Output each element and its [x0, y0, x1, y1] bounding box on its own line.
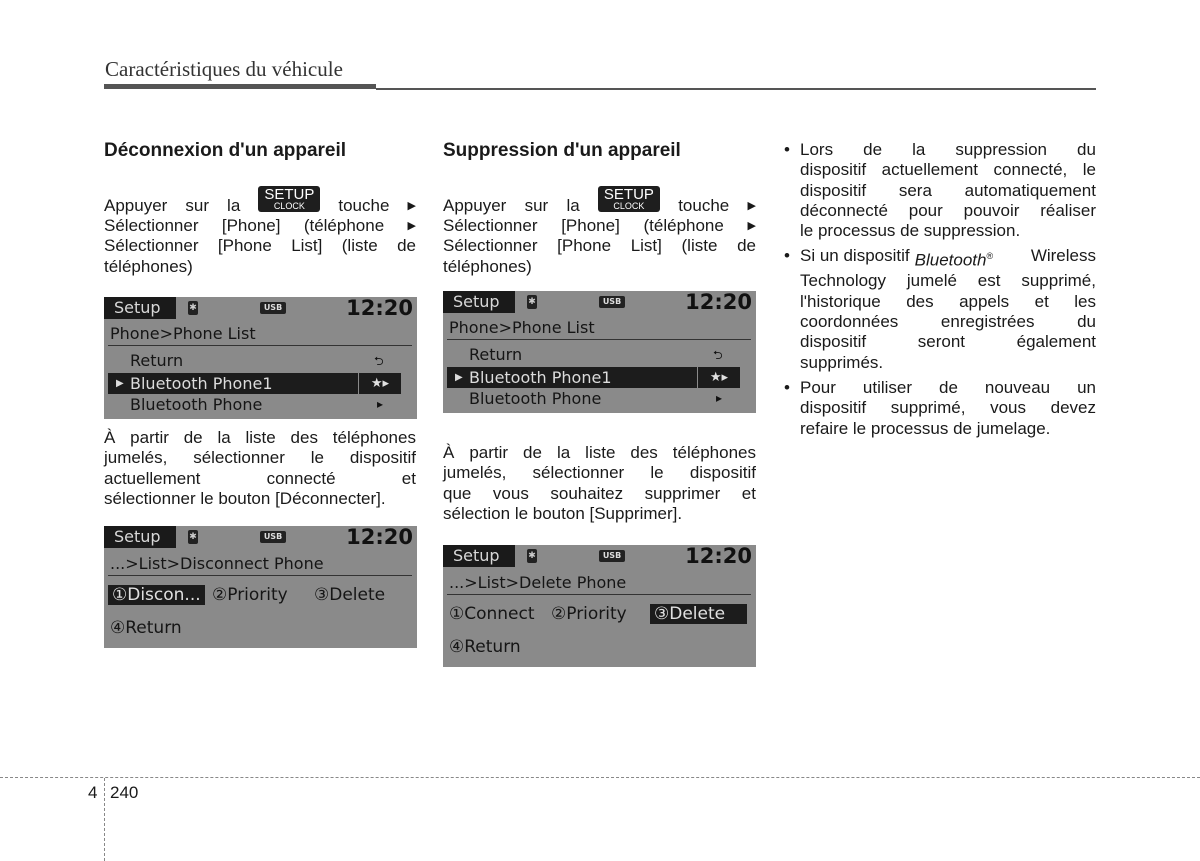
word: des — [906, 291, 934, 311]
note-item — [784, 378, 1096, 439]
word: pour — [908, 200, 943, 220]
lcd-clock: 12:20 — [346, 296, 413, 320]
word: [Phone — [557, 236, 612, 256]
lcd-button-connect: ①Connect — [449, 604, 535, 624]
word: Sélectionner — [443, 236, 538, 256]
lcd-item-phone: Bluetooth Phone — [469, 389, 602, 408]
bullet-dot: • — [784, 377, 790, 397]
word: est — [977, 271, 1001, 291]
word: souhaitez — [550, 483, 624, 503]
word: nouveau — [984, 377, 1051, 397]
lcd-button-priority: ②Priority — [551, 604, 627, 624]
registered-mark: ® — [986, 251, 994, 262]
word: enregistrées — [940, 312, 1035, 332]
page-number: 240 — [110, 783, 139, 802]
instruction-delete — [443, 186, 756, 277]
lcd-button-return: ④Return — [449, 637, 521, 657]
word: des — [630, 443, 658, 462]
word: téléphones — [332, 428, 416, 447]
word: dispositif — [800, 398, 867, 418]
word: déconnecté — [800, 200, 888, 220]
lcd-screen-phone-list — [443, 291, 756, 413]
word: supprimés. — [800, 352, 884, 372]
word: coordonnées — [800, 312, 899, 332]
word: le — [650, 463, 664, 483]
word: sélectionner le bouton [Déconnecter]. — [104, 488, 386, 508]
lcd-setup-tab: Setup — [443, 545, 515, 567]
usb-icon: USB — [260, 302, 286, 314]
word: l'historique — [800, 291, 881, 311]
lcd-clock: 12:20 — [346, 525, 413, 549]
word: la — [227, 195, 241, 215]
section-heading-delete: Suppression d'un appareil — [443, 140, 681, 161]
word: téléphones) — [443, 256, 532, 276]
desc-row — [443, 463, 756, 483]
lcd-button-label: ③Delete — [650, 604, 747, 624]
chevron-right-icon: ▸ — [716, 391, 723, 405]
desc-row — [104, 469, 416, 489]
lcd-item-return: Return — [469, 345, 523, 364]
word: jumelé — [906, 271, 957, 291]
priority-star-icon: ★▸ — [698, 367, 740, 388]
word: dispositif — [800, 332, 867, 352]
lcd-path-rule — [447, 339, 751, 340]
word: partir — [469, 443, 509, 462]
bluetooth-icon: ✱ — [528, 551, 536, 561]
lcd-screen-delete-phone — [443, 545, 756, 667]
step-arrow-icon: ▶ — [407, 220, 416, 232]
lcd-path: ...>List>Disconnect Phone — [110, 554, 324, 573]
word: (téléphone — [643, 216, 724, 235]
bullet-dot: • — [784, 246, 790, 266]
desc-row — [104, 489, 416, 509]
notes-list — [784, 140, 1096, 444]
word: utiliser — [862, 377, 913, 397]
setup-clock-key: SETUP CLOCK — [258, 186, 320, 212]
lcd-button-return: ④Return — [110, 618, 182, 638]
word: la — [566, 195, 580, 215]
lcd-button-disconnect — [108, 584, 205, 606]
lcd-setup-tab: Setup — [443, 291, 515, 313]
word: List] — [291, 236, 323, 256]
lcd-item-label: Bluetooth Phone1 — [469, 368, 612, 387]
lcd-item-selected — [447, 367, 697, 388]
lcd-item-phone: Bluetooth Phone — [130, 395, 263, 414]
return-icon: ⮌ — [374, 354, 384, 368]
desc-delete — [443, 443, 756, 524]
word: actuellement — [881, 160, 979, 180]
word: sélection le bouton [Supprimer]. — [443, 503, 683, 523]
lcd-button-label: ①Discon... — [108, 585, 205, 605]
word: supprimer — [644, 483, 721, 503]
lcd-clock: 12:20 — [685, 290, 752, 314]
desc-row — [443, 443, 756, 463]
word: Sélectionner — [104, 216, 199, 235]
word: Technology — [800, 271, 887, 291]
word: automatiquement — [964, 180, 1096, 200]
word: le — [1082, 160, 1096, 180]
word: et — [1034, 291, 1049, 311]
word: devez — [1050, 398, 1096, 418]
word: supprimé, — [1021, 271, 1096, 291]
word: les — [1074, 291, 1096, 311]
section-heading-disconnect: Déconnexion d'un appareil — [104, 140, 347, 161]
word: sera — [898, 180, 932, 200]
word: (téléphone — [303, 216, 385, 235]
word: de — [863, 140, 883, 159]
chevron-right-icon: ▸ — [377, 397, 384, 411]
word: le — [310, 448, 324, 468]
bluetooth-icon: ✱ — [189, 303, 197, 313]
word: suppression — [955, 140, 1047, 159]
word: supprimé, — [890, 398, 966, 418]
word: sélectionner — [193, 448, 285, 468]
lcd-setup-tab: Setup — [104, 297, 176, 319]
word: refaire le processus de jumelage. — [800, 418, 1051, 438]
word: et — [741, 483, 756, 503]
lcd-path: Phone>Phone List — [449, 318, 595, 337]
note-item — [784, 246, 1096, 372]
lcd-path-rule — [447, 594, 751, 595]
word: connecté, — [993, 160, 1068, 180]
word: appels — [959, 291, 1010, 311]
word: partir — [130, 428, 169, 447]
word: liste — [585, 443, 616, 462]
word: [Phone] — [561, 216, 620, 235]
word: actuellement — [104, 468, 201, 488]
running-header-title: Caractéristiques du véhicule — [105, 57, 343, 81]
word: Sélectionner — [104, 236, 199, 256]
word: de — [183, 428, 203, 447]
bluetooth-icon: ✱ — [528, 297, 536, 307]
usb-icon: USB — [599, 296, 625, 308]
word: des — [290, 428, 318, 447]
word: touche — [678, 195, 730, 215]
desc-disconnect — [104, 428, 416, 509]
word: téléphones — [672, 443, 756, 462]
word: Wireless — [1030, 246, 1096, 266]
word: Si un dispositif — [800, 246, 910, 266]
word: de — [523, 443, 542, 462]
word: [Phone] — [221, 216, 281, 235]
lcd-path-rule — [108, 575, 412, 576]
lcd-clock: 12:20 — [685, 544, 752, 568]
word: À — [104, 428, 116, 447]
word: Pour — [800, 377, 836, 397]
word: un — [1077, 377, 1096, 397]
word: Appuyer — [443, 195, 507, 215]
word: dispositif — [800, 160, 867, 180]
desc-row — [443, 484, 756, 504]
word: la — [217, 428, 231, 447]
bluetooth-icon: ✱ — [189, 532, 197, 542]
word: de — [737, 236, 756, 256]
word: sélectionner — [532, 463, 625, 483]
bluetooth-term: Bluetooth — [914, 251, 987, 271]
word: le processus de suppression. — [800, 221, 1021, 241]
lcd-item-return: Return — [130, 351, 184, 370]
word: List] — [630, 236, 662, 256]
word: À — [443, 443, 455, 462]
word: [Phone — [217, 236, 272, 256]
usb-icon: USB — [260, 531, 286, 543]
step-arrow-icon: ▶ — [407, 199, 416, 212]
instruction-disconnect — [104, 186, 416, 277]
word: sur — [185, 195, 209, 215]
word: la — [556, 443, 571, 462]
lcd-screen-phone-list — [104, 297, 417, 419]
word: téléphones) — [104, 256, 193, 276]
desc-row — [104, 448, 416, 468]
step-arrow-icon: ▶ — [747, 220, 756, 232]
word: vous — [492, 483, 529, 503]
chapter-number: 4 — [88, 783, 98, 802]
word: dispositif — [800, 180, 867, 200]
brand-term — [910, 246, 1031, 271]
word: du — [1077, 312, 1096, 332]
footer-dashed-rule — [0, 777, 1200, 778]
word: du — [1077, 140, 1096, 159]
lcd-path: Phone>Phone List — [110, 324, 256, 343]
word: de — [397, 236, 416, 256]
lcd-setup-tab: Setup — [104, 526, 176, 548]
lcd-path-rule — [108, 345, 412, 346]
lcd-path: ...>List>Delete Phone — [449, 573, 627, 592]
lcd-screen-disconnect-phone — [104, 526, 417, 648]
word: (liste — [681, 236, 718, 256]
word: réaliser — [1040, 200, 1096, 220]
desc-row — [443, 504, 756, 524]
word: dispositif — [689, 463, 756, 483]
desc-row — [104, 428, 416, 448]
note-item — [784, 140, 1096, 241]
header-rule-thin — [376, 88, 1096, 90]
word: sur — [524, 195, 549, 215]
word: Sélectionner — [443, 216, 538, 235]
word: connecté — [266, 468, 336, 488]
priority-star-icon: ★▸ — [359, 373, 401, 394]
lcd-button-priority: ②Priority — [212, 585, 288, 605]
setup-clock-key: SETUP CLOCK — [598, 186, 660, 212]
word: que — [443, 483, 472, 503]
word: de — [938, 377, 958, 397]
word: pouvoir — [963, 200, 1020, 220]
word: également — [1016, 332, 1096, 352]
lcd-button-delete — [650, 603, 747, 625]
footer-vertical-dashed-rule — [104, 778, 105, 861]
usb-icon: USB — [599, 550, 625, 562]
word: (liste — [341, 236, 378, 256]
lcd-button-delete: ③Delete — [314, 585, 386, 605]
word: jumelés, — [443, 463, 507, 483]
lcd-item-label: Bluetooth Phone1 — [130, 374, 273, 393]
word: Lors — [800, 140, 834, 159]
word: liste — [245, 428, 276, 447]
word: la — [912, 140, 926, 159]
word: seront — [917, 332, 965, 352]
return-icon: ⮌ — [713, 348, 723, 362]
header-rule-thick — [104, 84, 376, 89]
word: dispositif — [349, 448, 416, 468]
step-arrow-icon: ▶ — [747, 199, 756, 212]
word: jumelés, — [104, 448, 168, 468]
bullet-dot: • — [784, 140, 790, 159]
word: vous — [990, 398, 1026, 418]
selection-triangle-icon: ▶ — [455, 372, 463, 383]
lcd-item-selected — [108, 373, 358, 394]
word: Appuyer — [104, 195, 168, 215]
word: touche — [338, 195, 390, 215]
selection-triangle-icon: ▶ — [116, 378, 124, 389]
word: et — [401, 468, 416, 488]
